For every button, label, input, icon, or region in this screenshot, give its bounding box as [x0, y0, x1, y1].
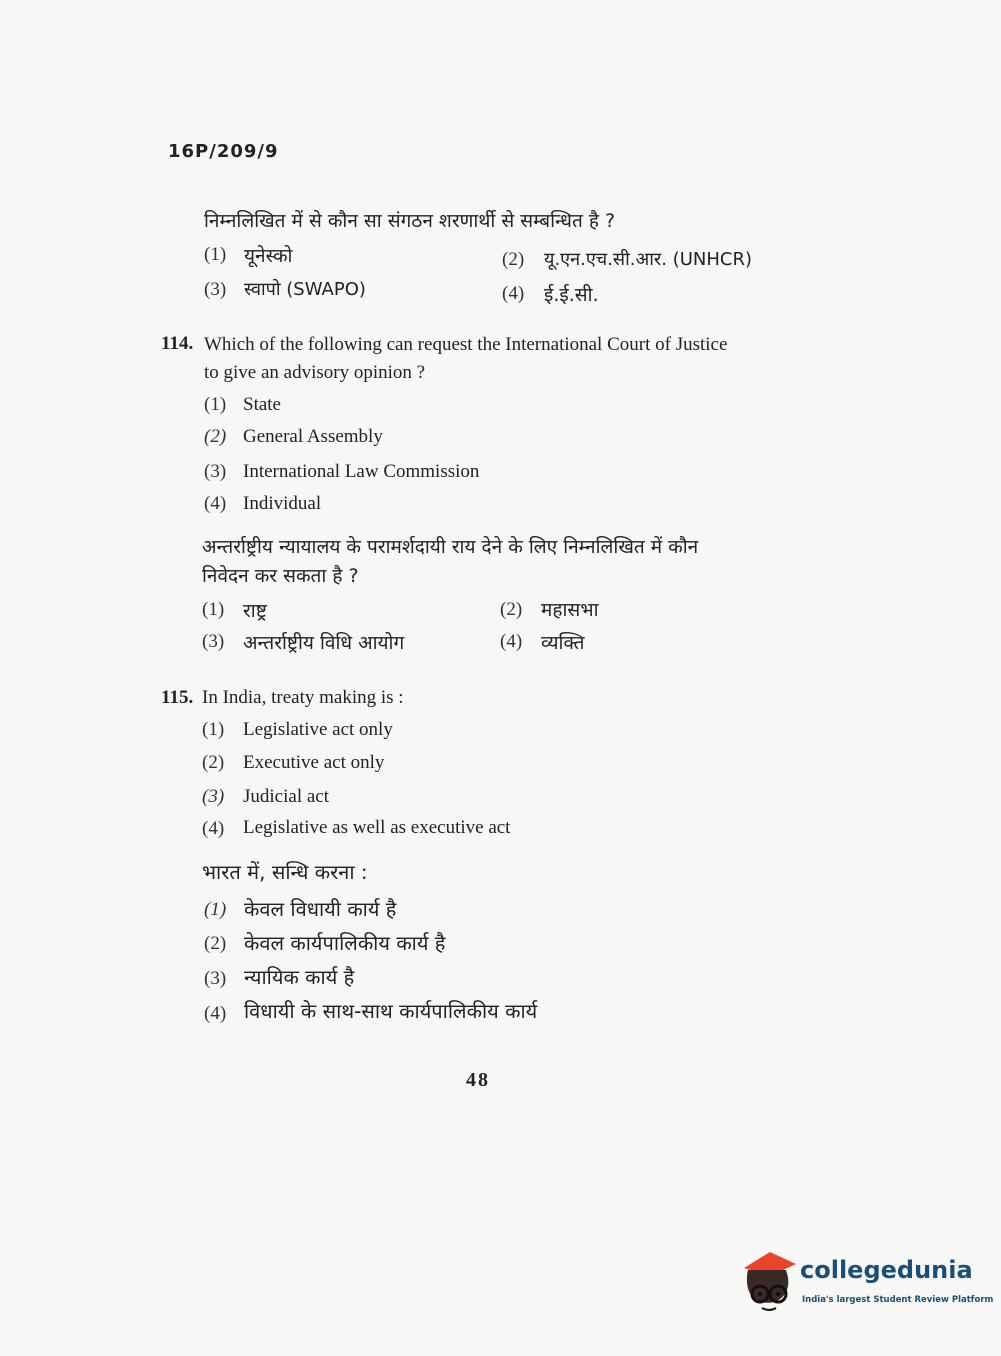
q114-option-4: Individual [243, 493, 322, 514]
brand-tagline: India's largest Student Review Platform [802, 1295, 994, 1305]
q114-hindi-option-4-num: (4) [500, 631, 523, 652]
q114-hindi-option-3: अन्तर्राष्ट्रीय विधि आयोग [243, 632, 405, 654]
q114-option-1-num: (1) [204, 394, 227, 415]
q115-hindi-option-1-num: (1) [204, 899, 227, 920]
q115-hindi-option-3-num: (3) [204, 968, 227, 989]
q115-hindi-option-2-num: (2) [204, 933, 227, 954]
q115-option-2-num: (2) [202, 752, 225, 773]
q114-hindi-option-1-num: (1) [202, 599, 225, 620]
paper-code: 16P/209/9 [168, 141, 279, 162]
q114-hindi-stem-line2: निवेदन कर सकता है ? [202, 565, 359, 587]
q114-stem-line1: Which of the following can request the International Court of Justice [204, 334, 728, 355]
q114-option-2: General Assembly [243, 426, 383, 447]
q115-option-3-num: (3) [202, 786, 225, 807]
q114-option-4-num: (4) [204, 493, 227, 514]
q114-option-3-num: (3) [204, 461, 227, 482]
q115-option-2: Executive act only [243, 752, 385, 773]
q115-hindi-option-1: केवल विधायी कार्य है [244, 897, 397, 921]
q114-hindi-option-2: महासभा [541, 599, 599, 621]
q115-hindi-option-4: विधायी के साथ-साथ कार्यपालिकीय कार्य [244, 999, 538, 1023]
q115-hindi-option-2: केवल कार्यपालिकीय कार्य है [244, 931, 446, 955]
q115-hindi-option-3: न्यायिक कार्य है [244, 965, 355, 989]
q114-option-1: State [243, 394, 281, 415]
q115-option-1-num: (1) [202, 719, 225, 740]
q114-option-3: International Law Commission [243, 461, 480, 482]
q115-option-1: Legislative act only [243, 719, 393, 740]
q113-hindi-option-3: स्वापो (SWAPO) [244, 279, 366, 300]
q113-hindi-option-1-num: (1) [204, 244, 227, 265]
q114-hindi-option-3-num: (3) [202, 631, 225, 652]
q114-option-2-num: (2) [204, 426, 227, 447]
q115-option-4-num: (4) [202, 818, 225, 839]
q113-hindi-option-2-num: (2) [502, 249, 525, 270]
q113-hindi-option-4: ई.ई.सी. [544, 284, 599, 306]
q115-stem: In India, treaty making is : [202, 687, 404, 708]
q115-hindi-stem: भारत में, सन्धि करना : [202, 860, 368, 884]
q113-hindi-stem: निम्नलिखित में से कौन सा संगठन शरणार्थी से सम्बन्धित है ? [204, 210, 616, 232]
collegedunia-logo [740, 1248, 994, 1320]
q114-stem-line2: to give an advisory opinion ? [204, 362, 426, 383]
q115-hindi-option-4-num: (4) [204, 1003, 227, 1024]
q113-hindi-option-2: यू.एन.एच.सी.आर. (UNHCR) [544, 249, 752, 270]
q115-option-4: Legislative as well as executive act [243, 817, 511, 838]
mascot-icon [740, 1248, 800, 1316]
q113-hindi-option-1: यूनेस्को [244, 245, 293, 267]
q115-number: 115. [161, 687, 194, 708]
q114-hindi-stem-line1: अन्तर्राष्ट्रीय न्यायालय के परामर्शदायी राय देने के लिए निम्नलिखित में कौन [202, 536, 699, 558]
q114-number: 114. [161, 333, 194, 354]
q115-option-3: Judicial act [243, 786, 329, 807]
q114-hindi-option-2-num: (2) [500, 599, 523, 620]
brand-name: collegedunia [800, 1256, 973, 1284]
q114-hindi-option-4: व्यक्ति [541, 632, 585, 654]
q113-hindi-option-3-num: (3) [204, 279, 227, 300]
q113-hindi-option-4-num: (4) [502, 283, 525, 304]
page-number: 48 [466, 1069, 490, 1091]
q114-hindi-option-1: राष्ट्र [243, 600, 267, 622]
